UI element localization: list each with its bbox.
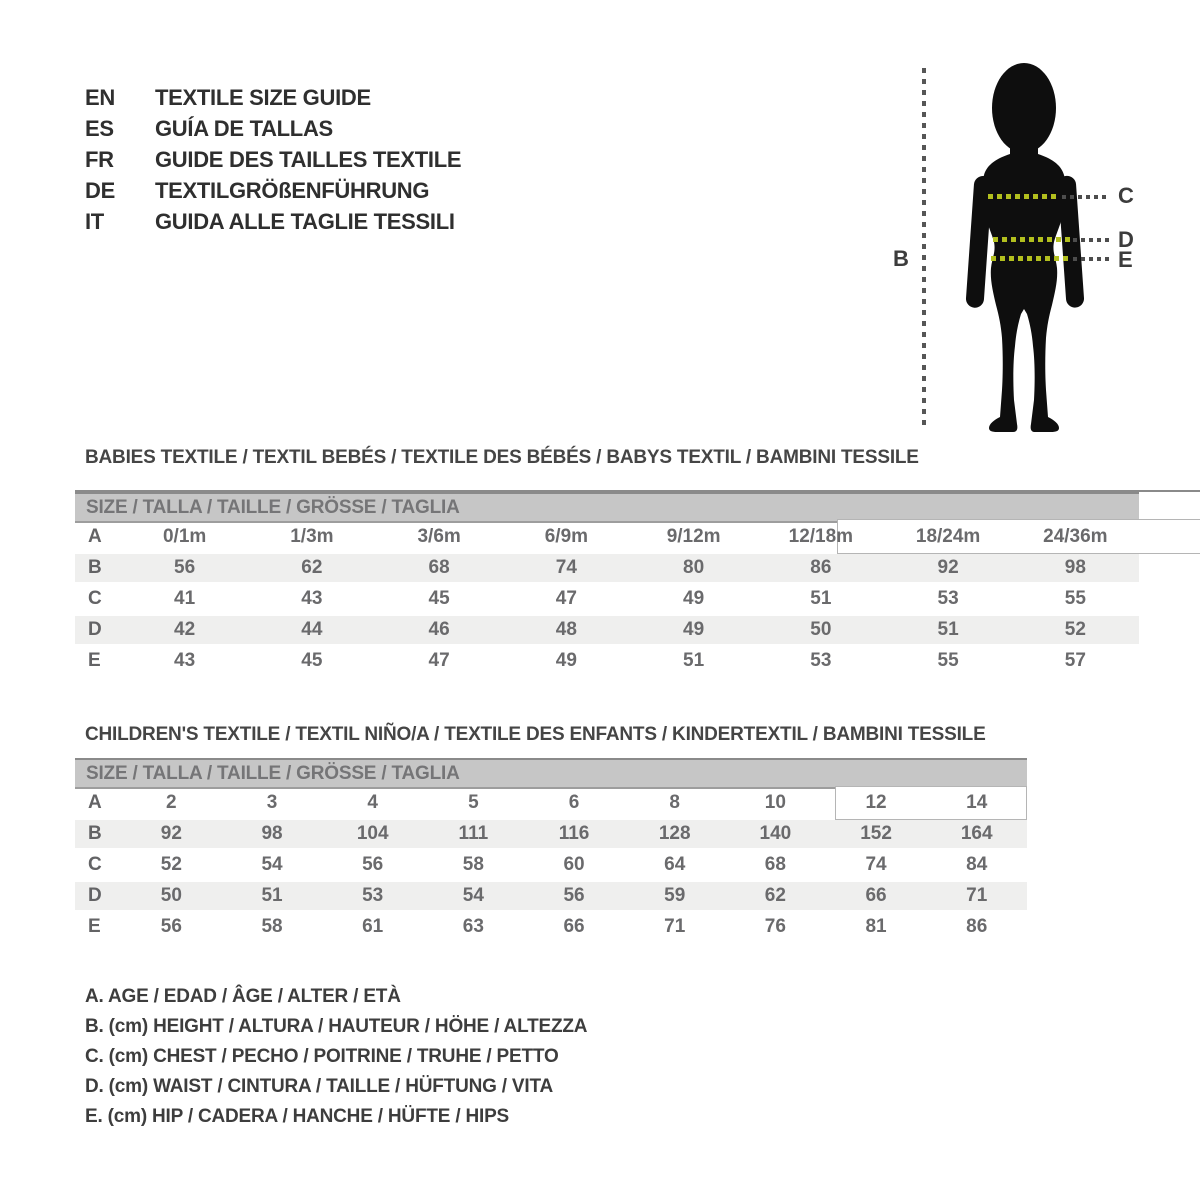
language-code: IT: [85, 209, 104, 234]
size-cell: 53: [937, 588, 959, 609]
size-cell: 66: [563, 916, 585, 937]
size-cell: 86: [966, 916, 988, 937]
child-silhouette-icon: [960, 62, 1090, 437]
size-cell: 4: [367, 792, 378, 813]
size-cell: 45: [301, 650, 323, 671]
table-row: [75, 616, 1139, 644]
size-cell: 6/9m: [544, 526, 589, 547]
size-cell: 92: [160, 823, 182, 844]
size-cell: 0/1m: [162, 526, 207, 547]
row-label: C: [88, 854, 102, 875]
waist-leader-line: [1073, 238, 1109, 242]
size-cell: 44: [301, 619, 323, 640]
size-cell: 10: [764, 792, 786, 813]
size-cell: 12: [865, 792, 887, 813]
row-label: E: [88, 916, 101, 937]
size-cell: 49: [555, 650, 577, 671]
size-cell: 56: [563, 885, 585, 906]
size-cell: 48: [555, 619, 577, 640]
size-cell: 59: [664, 885, 686, 906]
size-cell: 45: [428, 588, 450, 609]
size-cell: 52: [160, 854, 182, 875]
size-cell: 76: [764, 916, 786, 937]
language-row: [85, 144, 461, 175]
size-cell: 6: [568, 792, 580, 813]
size-cell: 56: [160, 916, 182, 937]
size-cell: 43: [301, 588, 323, 609]
legend-age: A. AGE / EDAD / ÂGE / ALTER / ETÀ: [85, 986, 401, 1007]
language-code: ES: [85, 116, 114, 141]
height-measure-label: B: [893, 246, 909, 271]
size-cell: 5: [468, 792, 479, 813]
chest-leader-line: [1062, 195, 1108, 199]
measurement-legend: [85, 982, 587, 1132]
row-label: B: [88, 557, 102, 578]
size-cell: 49: [683, 588, 705, 609]
table-row: [75, 523, 1139, 551]
size-cell: 140: [759, 823, 792, 844]
hip-measure-label: E: [1118, 247, 1133, 272]
language-code: DE: [85, 178, 115, 203]
table-row: [75, 913, 1027, 941]
table-header: SIZE / TALLA / TAILLE / GRÖSSE / TAGLIA: [75, 758, 1027, 789]
size-cell: 62: [764, 885, 786, 906]
size-cell: 53: [810, 650, 832, 671]
size-cell: 74: [555, 557, 577, 578]
row-label: B: [88, 823, 102, 844]
size-cell: 1/3m: [290, 526, 334, 547]
size-cell: 92: [937, 557, 959, 578]
size-cell: 128: [658, 823, 691, 844]
language-code: FR: [85, 147, 114, 172]
size-cell: 98: [261, 823, 283, 844]
table-row: [75, 789, 1027, 817]
size-cell: 51: [937, 619, 959, 640]
size-cell: 43: [174, 650, 196, 671]
row-label: D: [88, 885, 102, 906]
waist-measure-line: [993, 237, 1071, 242]
size-cell: 46: [428, 619, 450, 640]
table-row: [75, 882, 1027, 910]
size-cell: 55: [937, 650, 959, 671]
language-row: [85, 82, 461, 113]
table-row: [75, 851, 1027, 879]
size-cell: 51: [683, 650, 705, 671]
size-cell: 9/12m: [666, 526, 721, 547]
size-cell: 50: [160, 885, 182, 906]
size-cell: 53: [362, 885, 384, 906]
hip-leader-line: [1073, 257, 1109, 261]
size-cell: 50: [810, 619, 832, 640]
size-cell: 51: [810, 588, 832, 609]
size-cell: 47: [555, 588, 577, 609]
chest-measure-line: [988, 194, 1058, 199]
size-cell: 64: [664, 854, 686, 875]
language-title: GUIDA ALLE TAGLIE TESSILI: [155, 209, 455, 234]
size-cell: 42: [174, 619, 196, 640]
language-code: EN: [85, 85, 115, 110]
size-cell: 116: [558, 823, 590, 844]
size-cell: 152: [860, 823, 892, 844]
size-cell: 71: [966, 885, 988, 906]
legend-waist: D. (cm) WAIST / CINTURA / TAILLE / HÜFTUNG / VITA: [85, 1076, 553, 1097]
size-cell: 71: [664, 916, 686, 937]
language-row: [85, 175, 461, 206]
size-cell: 47: [428, 650, 450, 671]
size-cell: 68: [428, 557, 450, 578]
size-cell: 61: [362, 916, 384, 937]
size-cell: 58: [261, 916, 283, 937]
size-cell: 49: [683, 619, 705, 640]
table-row: [75, 820, 1027, 848]
size-cell: 41: [174, 588, 196, 609]
row-label: D: [88, 619, 102, 640]
legend-hip: E. (cm) HIP / CADERA / HANCHE / HÜFTE / HIPS: [85, 1106, 510, 1127]
size-cell: 54: [261, 854, 283, 875]
size-cell: 3: [266, 792, 278, 813]
row-label: A: [88, 526, 102, 547]
height-measure-line: [922, 68, 926, 430]
size-cell: 81: [865, 916, 887, 937]
babies-section-title: BABIES TEXTILE / TEXTIL BEBÉS / TEXTILE DES BÉBÉS / BABYS TEXTIL / BAMBINI TESSILE: [85, 447, 919, 468]
size-cell: 68: [764, 854, 786, 875]
size-cell: 66: [865, 885, 887, 906]
size-cell: 14: [966, 792, 988, 813]
chest-measure-label: C: [1118, 183, 1134, 208]
legend-height: B. (cm) HEIGHT / ALTURA / HAUTEUR / HÖHE / ALTEZZA: [85, 1016, 588, 1037]
size-cell: 2: [166, 792, 177, 813]
table-row: [75, 585, 1139, 613]
language-title: GUIDE DES TAILLES TEXTILE: [155, 147, 462, 172]
size-cell: 56: [362, 854, 384, 875]
children-section-title: CHILDREN'S TEXTILE / TEXTIL NIÑO/A / TEXTILE DES ENFANTS / KINDERTEXTIL / BAMBINI TESSILE: [85, 724, 986, 745]
language-row: [85, 206, 461, 237]
size-cell: 12/18m: [788, 526, 854, 547]
size-cell: 111: [458, 823, 489, 844]
row-label: A: [88, 792, 102, 813]
table-header: SIZE / TALLA / TAILLE / GRÖSSE / TAGLIA: [75, 492, 1139, 523]
size-cell: 60: [563, 854, 585, 875]
table-row: [75, 554, 1139, 582]
table-row: [75, 647, 1139, 675]
size-cell: 51: [261, 885, 283, 906]
language-title: TEXTILE SIZE GUIDE: [155, 85, 371, 110]
size-cell: 104: [356, 823, 389, 844]
row-label: E: [88, 650, 101, 671]
language-title: TEXTILGRÖßENFÜHRUNG: [155, 178, 430, 203]
size-cell: 56: [174, 557, 196, 578]
language-title: GUÍA DE TALLAS: [155, 116, 333, 141]
legend-chest: C. (cm) CHEST / PECHO / POITRINE / TRUHE / PETTO: [85, 1046, 559, 1067]
size-cell: 80: [683, 557, 705, 578]
size-cell: 52: [1064, 619, 1086, 640]
size-cell: 62: [301, 557, 323, 578]
size-cell: 54: [462, 885, 484, 906]
size-cell: 55: [1064, 588, 1086, 609]
language-title-list: [85, 82, 461, 237]
size-cell: 164: [960, 823, 993, 844]
size-cell: 18/24m: [915, 526, 981, 547]
row-label: C: [88, 588, 102, 609]
size-cell: 98: [1064, 557, 1086, 578]
size-cell: 63: [462, 916, 484, 937]
size-cell: 84: [966, 854, 988, 875]
waist-measure-label: D: [1118, 227, 1134, 252]
size-cell: 86: [810, 557, 832, 578]
size-cell: 3/6m: [417, 526, 461, 547]
hip-measure-line: [991, 256, 1071, 261]
size-cell: 24/36m: [1043, 526, 1108, 547]
size-cell: 57: [1064, 650, 1086, 671]
size-cell: 8: [669, 792, 680, 813]
language-row: [85, 113, 461, 144]
size-cell: 58: [462, 854, 484, 875]
size-cell: 74: [865, 854, 887, 875]
